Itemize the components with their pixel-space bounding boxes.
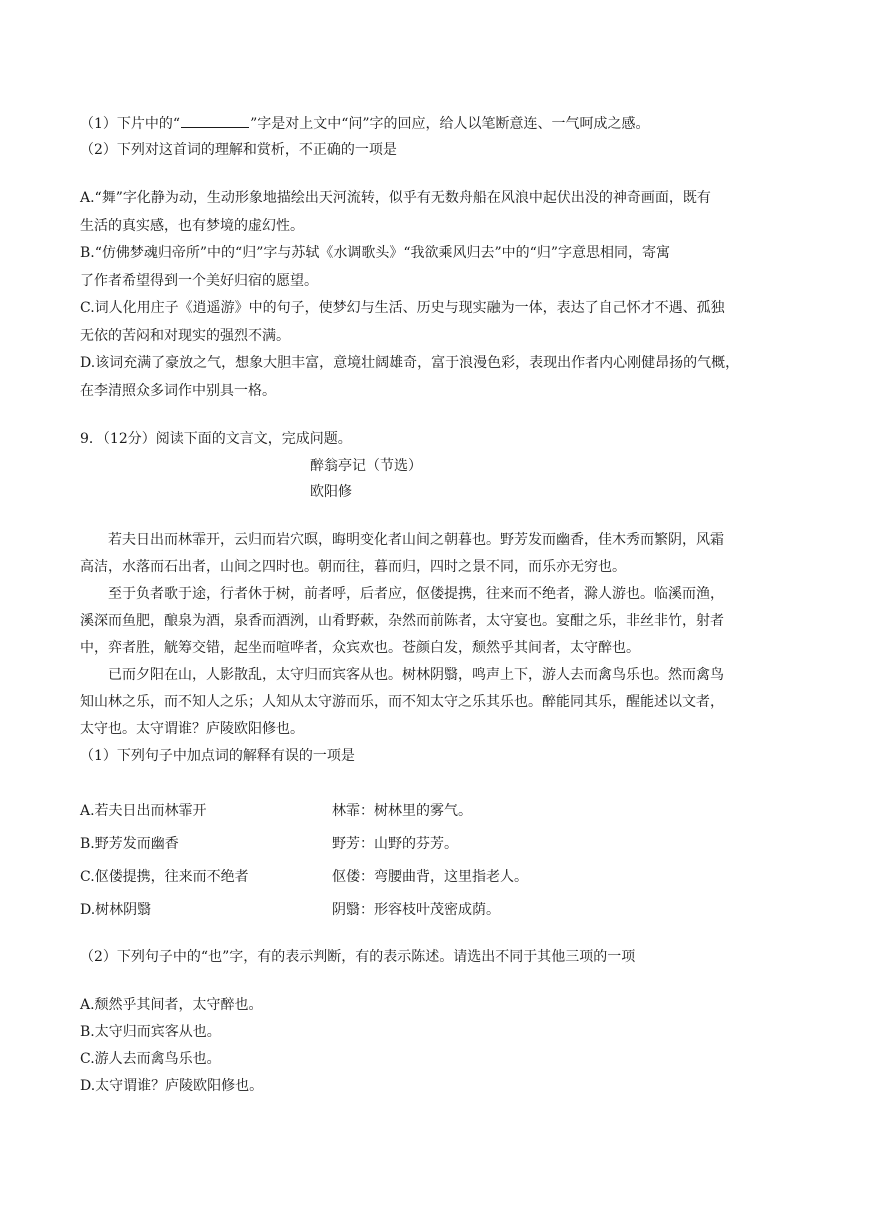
q9-sub1-option-a-explanation: 林霏：树林里的雾气。 bbox=[332, 803, 472, 819]
q9-sub2-option-a: A.颓然乎其间者，太守醉也。 bbox=[80, 997, 263, 1013]
q9-sub2-option-c: C.游人去而禽鸟乐也。 bbox=[80, 1051, 221, 1067]
q8-option-d-line1: D.该词充满了豪放之气，想象大胆丰富，意境壮阔雄奇，富于浪漫色彩，表现出作者内心刚健昂扬的气概， bbox=[80, 355, 740, 371]
passage-p1-line1: 若夫日出而林霏开，云归而岩穴暝，晦明变化者山间之朝暮也。野芳发而幽香，佳木秀而繁阴，风霜 bbox=[108, 532, 724, 548]
passage-p3-line1: 已而夕阳在山，人影散乱，太守归而宾客从也。树林阴翳，鸣声上下，游人去而禽鸟乐也。然而禽鸟 bbox=[108, 667, 724, 683]
q9-sub2-option-b: B.太守归而宾客从也。 bbox=[80, 1024, 221, 1040]
q8-option-b-line1: B.“仿佛梦魂归帝所”中的“归”字与苏轼《水调歌头》“我欲乘风归去”中的“归”字意思相同，寄寓 bbox=[80, 245, 670, 261]
q9-sub1-option-c-sentence: C.伛偻提携，往来而不绝者 bbox=[80, 869, 249, 885]
passage-title: 醉翁亭记（节选） bbox=[310, 458, 422, 474]
q9-sub1: （1）下列句子中加点词的解释有误的一项是 bbox=[80, 748, 355, 764]
q9-sub1-option-c-explanation: 伛偻：弯腰曲背，这里指老人。 bbox=[332, 869, 528, 885]
q9-sub2-option-d: D.太守谓谁？庐陵欧阳修也。 bbox=[80, 1078, 264, 1094]
passage-p2-line2: 溪深而鱼肥，酿泉为酒，泉香而酒洌，山肴野蔌，杂然而前陈者，太守宴也。宴酣之乐，非丝非竹，射者 bbox=[80, 613, 724, 629]
passage-p3-line2: 知山林之乐，而不知人之乐；人知从太守游而乐，而不知太守之乐其乐也。醉能同其乐，醒能述以文者， bbox=[80, 694, 724, 710]
q8-sub1-suffix: ”字是对上文中“问”字的回应，给人以笔断意连、一气呵成之感。 bbox=[250, 116, 650, 132]
passage-p1-line2: 高洁，水落而石出者，山间之四时也。朝而往，暮而归，四时之景不同，而乐亦无穷也。 bbox=[80, 559, 626, 575]
passage-p3-line3: 太守也。太守谓谁？庐陵欧阳修也。 bbox=[80, 721, 304, 737]
q8-sub2: （2）下列对这首词的理解和赏析，不正确的一项是 bbox=[80, 142, 397, 158]
passage-author: 欧阳修 bbox=[310, 484, 352, 500]
q8-option-c-line2: 无依的苦闷和对现实的强烈不满。 bbox=[80, 328, 290, 344]
q8-option-b-line2: 了作者希望得到一个美好归宿的愿望。 bbox=[80, 273, 318, 289]
q8-option-c-line1: C.词人化用庄子《逍遥游》中的句子，使梦幻与生活、历史与现实融为一体，表达了自己怀才不遇、孤独 bbox=[80, 300, 725, 316]
q9-sub1-option-d-explanation: 阴翳：形容枝叶茂密成荫。 bbox=[332, 902, 500, 918]
q8-sub1 bbox=[80, 113, 650, 133]
q9-sub1-option-b-sentence: B.野芳发而幽香 bbox=[80, 836, 179, 852]
fill-in-blank[interactable] bbox=[181, 113, 249, 128]
q9-sub1-option-a-sentence: A.若夫日出而林霏开 bbox=[80, 803, 207, 819]
passage-p2-line3: 中，弈者胜，觥筹交错，起坐而喧哗者，众宾欢也。苍颜白发，颓然乎其间者，太守醉也。 bbox=[80, 640, 640, 656]
q9-sub1-option-b-explanation: 野芳：山野的芬芳。 bbox=[332, 836, 458, 852]
q9-sub2: （2）下列句子中的“也”字，有的表示判断，有的表示陈述。请选出不同于其他三项的一项 bbox=[80, 949, 636, 965]
q8-option-d-line2: 在李清照众多词作中别具一格。 bbox=[80, 383, 276, 399]
q9-header: 9．（12分）阅读下面的文言文，完成问题。 bbox=[80, 431, 352, 447]
q8-sub1-prefix: （1）下片中的“ bbox=[80, 116, 181, 132]
q9-sub1-option-d-sentence: D.树林阴翳 bbox=[80, 902, 152, 918]
q8-option-a-line2: 生活的真实感，也有梦境的虚幻性。 bbox=[80, 218, 304, 234]
q8-option-a-line1: A.“舞”字化静为动，生动形象地描绘出天河流转，似乎有无数舟船在风浪中起伏出没的神奇画面，既有 bbox=[80, 190, 711, 206]
passage-p2-line1: 至于负者歌于途，行者休于树，前者呼，后者应，伛偻提携，往来而不绝者，滁人游也。临溪而渔， bbox=[108, 586, 724, 602]
